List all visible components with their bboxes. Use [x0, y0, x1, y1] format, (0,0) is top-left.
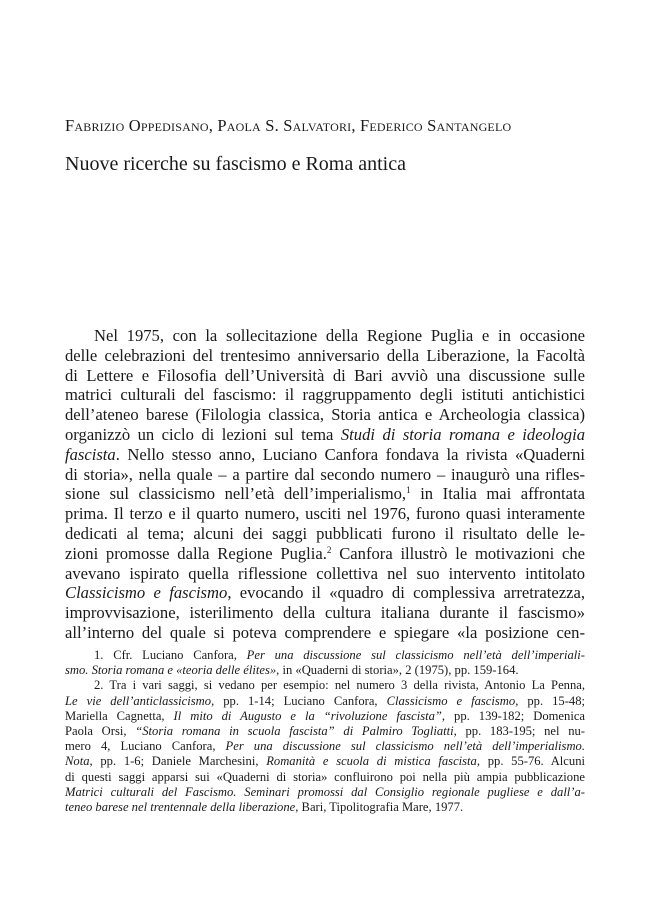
body-line: delle celebrazioni del trentesimo anniversario della Liberazione, la Facoltà	[65, 345, 585, 365]
body-line: sione sul classicismo nell’età dell’imperialismo,$^1$ in Italia mai affrontata	[65, 484, 585, 504]
article-title: Nuove ricerche su fascismo e Roma antica	[65, 153, 406, 175]
footnote-1-line: smo. Storia romana e «teoria delle élites», in «Quaderni di storia», 2 (1975), pp. 159-164.	[65, 663, 519, 678]
footnote-ref: 2	[326, 544, 332, 555]
body-line: avevano ispirato quella riflessione collettiva nel suo intervento intitolato	[65, 563, 585, 583]
body-paragraph	[65, 326, 585, 643]
footnote-2-line: Matrici culturali del Fascismo. Seminari promossi dal Consiglio regionale pugliese e dall’a-	[65, 784, 585, 799]
body-line: prima. Il terzo e il quarto numero, usciti nel 1976, furono quasi interamente	[65, 504, 585, 524]
author-name-part: aola	[226, 116, 266, 135]
author-name-part: ederico	[369, 116, 428, 135]
footnote-2-line: Nota, pp. 1-6; Daniele Marchesini, Romanità e scuola di mistica fascista, pp. 55-76. Alcuni	[65, 754, 585, 769]
author-initial: F	[360, 116, 370, 135]
body-line: dedicati al tema; alcuni dei saggi pubblicati furono il risultato delle le-	[65, 523, 585, 543]
author-initial: S	[427, 116, 437, 135]
italic-title: Classicismo e fascismo	[65, 583, 228, 603]
body-line: matrici culturali del fascismo: il raggruppamento degli istituti antichistici	[65, 385, 585, 405]
footnotes	[65, 648, 585, 815]
footnote-2-line: Le vie dell’anticlassicismo, pp. 1-14; Luciano Canfora, Classicismo e fascismo, pp. 15-48;	[65, 693, 586, 708]
footnote-1-line: 1. Cfr. Luciano Canfora, Per una discussione sul classicismo nell’età dell’imperiali-	[94, 648, 585, 662]
body-line: Classicismo e fascismo, evocando il «quadro di complessiva arretratezza,	[65, 583, 585, 603]
footnote-ref: 1	[406, 485, 411, 496]
author-name-part: abrizio	[74, 116, 129, 135]
author-initial: P	[217, 116, 227, 135]
author-separator: ,	[208, 116, 218, 135]
italic-title: fascista	[65, 444, 116, 464]
footnote-2-line: 2. Tra i vari saggi, si vedano per esempio: nel numero 3 della rivista, Antonio La Penna,	[94, 678, 585, 693]
body-line: dell’ateneo barese (Filologia classica, Storia antica e Archeologia classica)	[65, 405, 585, 425]
author-separator: ,	[351, 116, 361, 135]
body-line: di storia», nella quale – a partire dal secondo numero – inaugurò una rifles-	[65, 464, 585, 484]
footnote-2-line: di questi saggi apparsi sui «Quaderni di storia» confluirono poi nella più ampia pubblicazione	[65, 769, 585, 784]
body-line: Nel 1975, con la sollecitazione della Regione Puglia e in occasione	[94, 326, 585, 345]
italic-title: Studi di storia romana e ideologia	[340, 424, 585, 444]
author-initial: F	[65, 116, 75, 135]
footnote-2-line: Mariella Cagnetta, Il mito di Augusto e la “rivoluzione fascista”, pp. 139-182; Domenica	[65, 708, 585, 723]
body-line: fascista. Nello stesso anno, Luciano Canfora fondava la rivista «Quaderni	[65, 444, 585, 464]
author-name-part: alvatori	[292, 116, 352, 135]
article-authors	[65, 116, 585, 136]
author-initial: S. S	[265, 116, 293, 135]
footnote-2-line: mero 4, Luciano Canfora, Per una discussione sul classicismo nell’età dell’imperialismo.	[65, 739, 585, 754]
footnote-2-line: teneo barese nel trentennale della liberazione, Bari, Tipolitografia Mare, 1977.	[65, 800, 464, 815]
body-line: zioni promosse dalla Regione Puglia.$^2$ Canfora illustrò le motivazioni che	[65, 543, 585, 563]
author-name-part: antangelo	[436, 116, 512, 135]
body-line: all’interno del quale si poteva comprendere e spiegare «la posizione cen-	[65, 622, 585, 642]
footnote-2-line: Paola Orsi, “Storia romana in scuola fascista” di Palmiro Togliatti, pp. 183-195; nel nu-	[65, 724, 585, 739]
body-line: organizzò un ciclo di lezioni sul tema Studi di storia romana e ideologia	[65, 424, 585, 444]
author-initial: O	[128, 116, 141, 135]
body-line: di Lettere e Filosofia dell’Università di Bari avviò una discussione sulle	[65, 365, 585, 385]
body-line: improvvisazione, isterilimento della cultura italiana durante il fascismo»	[65, 603, 585, 623]
author-name-part: ppedisano	[140, 116, 209, 135]
